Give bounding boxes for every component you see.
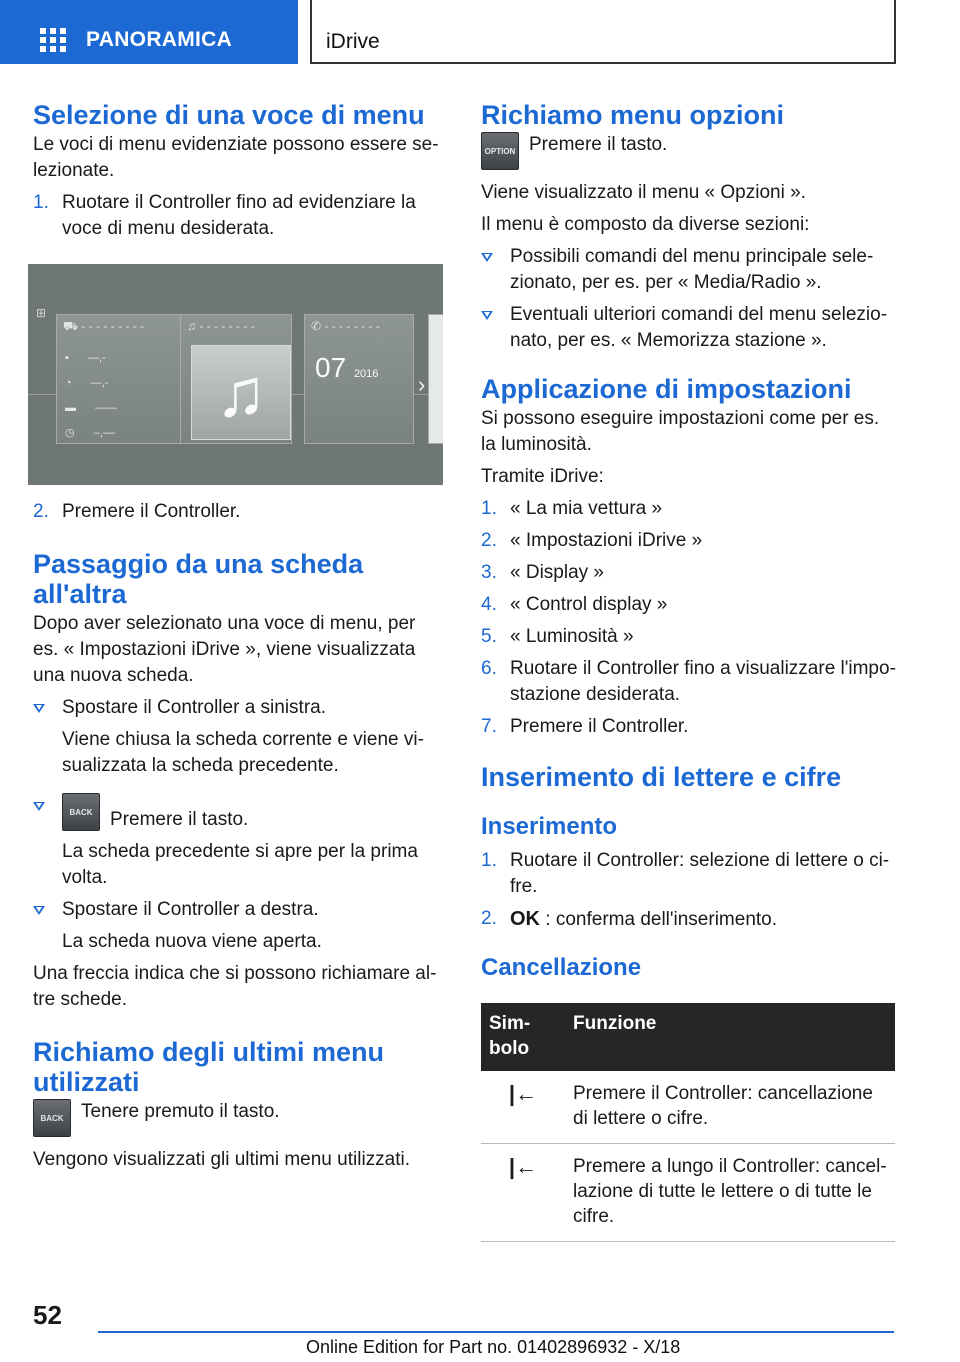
section-title-options-menu: Richiamo menu opzioni xyxy=(481,100,785,130)
triangle-bullet-icon xyxy=(481,253,493,262)
bullet-item xyxy=(33,897,443,955)
column-header-function: Funzione xyxy=(565,1003,895,1071)
section-title-settings: Applicazione di impostazioni xyxy=(481,374,852,404)
numbered-step xyxy=(481,848,897,900)
bullet-item xyxy=(481,302,897,354)
paragraph: Una freccia indica che si possono richiamare altre schede. xyxy=(33,963,437,1010)
bullet-item xyxy=(481,244,897,296)
triangle-bullet-icon xyxy=(33,802,45,811)
table-row xyxy=(481,1144,895,1242)
chapter-title: iDrive xyxy=(326,30,380,53)
bullet-item xyxy=(33,793,443,891)
subsection-title-delete: Cancellazione xyxy=(481,954,642,981)
step-number: 1. xyxy=(481,850,497,871)
right-column xyxy=(481,100,897,1242)
date-display: 07 2016 xyxy=(315,352,379,383)
numbered-step: 6. Ruotare il Controller fino a visualizzare l'impostazione desiderata. xyxy=(481,658,896,705)
numbered-step: 4. « Control display » xyxy=(481,594,668,615)
option-button-icon: OPTION xyxy=(481,132,519,170)
bullet-text: Eventuali ulteriori comandi del menu selezionato, per es. « Memorizza stazione ». xyxy=(510,304,888,351)
step-text: Ruotare il Controller fino ad evidenziare la voce di menu desiderata. xyxy=(62,192,416,239)
back-button-icon: BACK xyxy=(33,1099,71,1137)
delete-symbols-table xyxy=(481,1003,895,1242)
bullet-text: Premere il tasto. xyxy=(110,809,249,830)
menu-card-partial xyxy=(428,314,443,444)
numbered-step xyxy=(33,499,443,525)
chapter-header xyxy=(310,0,896,64)
table-row xyxy=(481,1071,895,1144)
section-title-input: Inserimento di lettere e cifre xyxy=(481,762,842,792)
icon-instruction xyxy=(62,793,443,833)
section-tab-label: PANORAMICA xyxy=(86,28,233,51)
card-row: ▬ —— xyxy=(65,402,118,414)
bullet-subtext: La scheda precedente si apre per la prima volta. xyxy=(62,841,418,888)
idrive-screenshot xyxy=(28,264,443,485)
section-title-select-menu-item: Selezione di una voce di menu xyxy=(33,100,425,130)
page-number: 52 xyxy=(33,1300,62,1330)
paragraph: Dopo aver selezionato una voce di menu, per es. « Impostazioni iDrive », viene visualizzata una nuova scheda. xyxy=(33,613,416,686)
numbered-step xyxy=(481,906,897,933)
footer-divider xyxy=(98,1331,894,1333)
card-row: ▪ —,- xyxy=(65,352,106,364)
card-header: ⛟ - - - - - - - - - xyxy=(63,319,145,333)
step-number: 1. xyxy=(33,192,49,213)
card-row: ◷ –,–– xyxy=(65,427,116,439)
card-header: ♫ - - - - - - - - xyxy=(187,319,255,333)
numbered-step: 7. Premere il Controller. xyxy=(481,716,689,737)
delete-icon: |← xyxy=(481,1144,565,1242)
instruction-text: Premere il tasto. xyxy=(529,134,668,155)
delete-icon: |← xyxy=(481,1071,565,1144)
triangle-bullet-icon xyxy=(481,311,493,320)
step-text: Ruotare il Controller: selezione di lettere o cifre. xyxy=(510,850,890,897)
car-icon: ⊞ xyxy=(36,306,47,320)
card-row: ◔ —,- xyxy=(65,377,109,389)
bullet-text: Spostare il Controller a sinistra. xyxy=(62,697,326,718)
bullet-text: Possibili comandi del menu principale selezionato, per es. per « Media/Radio ». xyxy=(510,246,874,293)
numbered-step: 5. « Luminosità » xyxy=(481,626,634,647)
numbered-step: 2. « Impostazioni iDrive » xyxy=(481,530,703,551)
instruction-text: Tenere premuto il tasto. xyxy=(81,1101,280,1122)
numbered-step xyxy=(33,190,443,242)
numbered-step: 1. « La mia vettura » xyxy=(481,498,663,519)
paragraph: Tramite iDrive: xyxy=(481,466,604,487)
paragraph: Vengono visualizzati gli ultimi menu utilizzati. xyxy=(33,1149,411,1170)
function-cell: Premere il Controller: cancellazione di lettere o cifre. xyxy=(565,1071,895,1144)
bullet-text: Spostare il Controller a destra. xyxy=(62,899,319,920)
table-header-row xyxy=(481,1003,895,1071)
card-header: ✆ - - - - - - - - xyxy=(311,319,380,333)
triangle-bullet-icon xyxy=(33,704,45,713)
column-header-symbol: Simbolo xyxy=(481,1003,565,1071)
music-note-icon: ♫ xyxy=(191,345,291,440)
menu-card-communication xyxy=(304,314,414,444)
step-text: : conferma dell'inserimento. xyxy=(545,909,778,930)
subsection-title-entry: Inserimento xyxy=(481,813,618,840)
section-tab[interactable] xyxy=(0,0,298,64)
ok-icon: OK xyxy=(510,908,540,930)
grid-icon xyxy=(40,28,66,52)
step-number: 2. xyxy=(481,908,497,929)
left-column xyxy=(33,100,443,1179)
icon-instruction xyxy=(33,1099,443,1137)
step-number: 2. xyxy=(33,501,49,522)
icon-instruction xyxy=(481,132,897,170)
bullet-subtext: La scheda nuova viene aperta. xyxy=(62,931,322,952)
footer-edition: Online Edition for Part no. 01402896932 - X/18 xyxy=(306,1337,681,1357)
bullet-item xyxy=(33,695,443,779)
paragraph: Il menu è composto da diverse sezioni: xyxy=(481,214,810,235)
triangle-bullet-icon xyxy=(33,906,45,915)
section-title-recent-menus: Richiamo degli ultimi menu utilizzati xyxy=(33,1037,385,1097)
back-button-icon: BACK xyxy=(62,793,100,831)
bullet-subtext: Viene chiusa la scheda corrente e viene visualizzata la scheda precedente. xyxy=(62,729,424,776)
section-title-switch-tab: Passaggio da una scheda all'altra xyxy=(33,549,364,609)
paragraph: Le voci di menu evidenziate possono essere selezionate. xyxy=(33,134,439,181)
paragraph: Viene visualizzato il menu « Opzioni ». xyxy=(481,182,806,203)
function-cell: Premere a lungo il Controller: cancellazione di tutte le lettere o di tutte le cifre. xyxy=(565,1144,895,1242)
chevron-right-icon: › xyxy=(418,372,426,397)
step-text: Premere il Controller. xyxy=(62,501,241,522)
paragraph: Si possono eseguire impostazioni come per es. la luminosità. xyxy=(481,408,880,455)
menu-card-media xyxy=(180,314,292,444)
numbered-step: 3. « Display » xyxy=(481,562,604,583)
